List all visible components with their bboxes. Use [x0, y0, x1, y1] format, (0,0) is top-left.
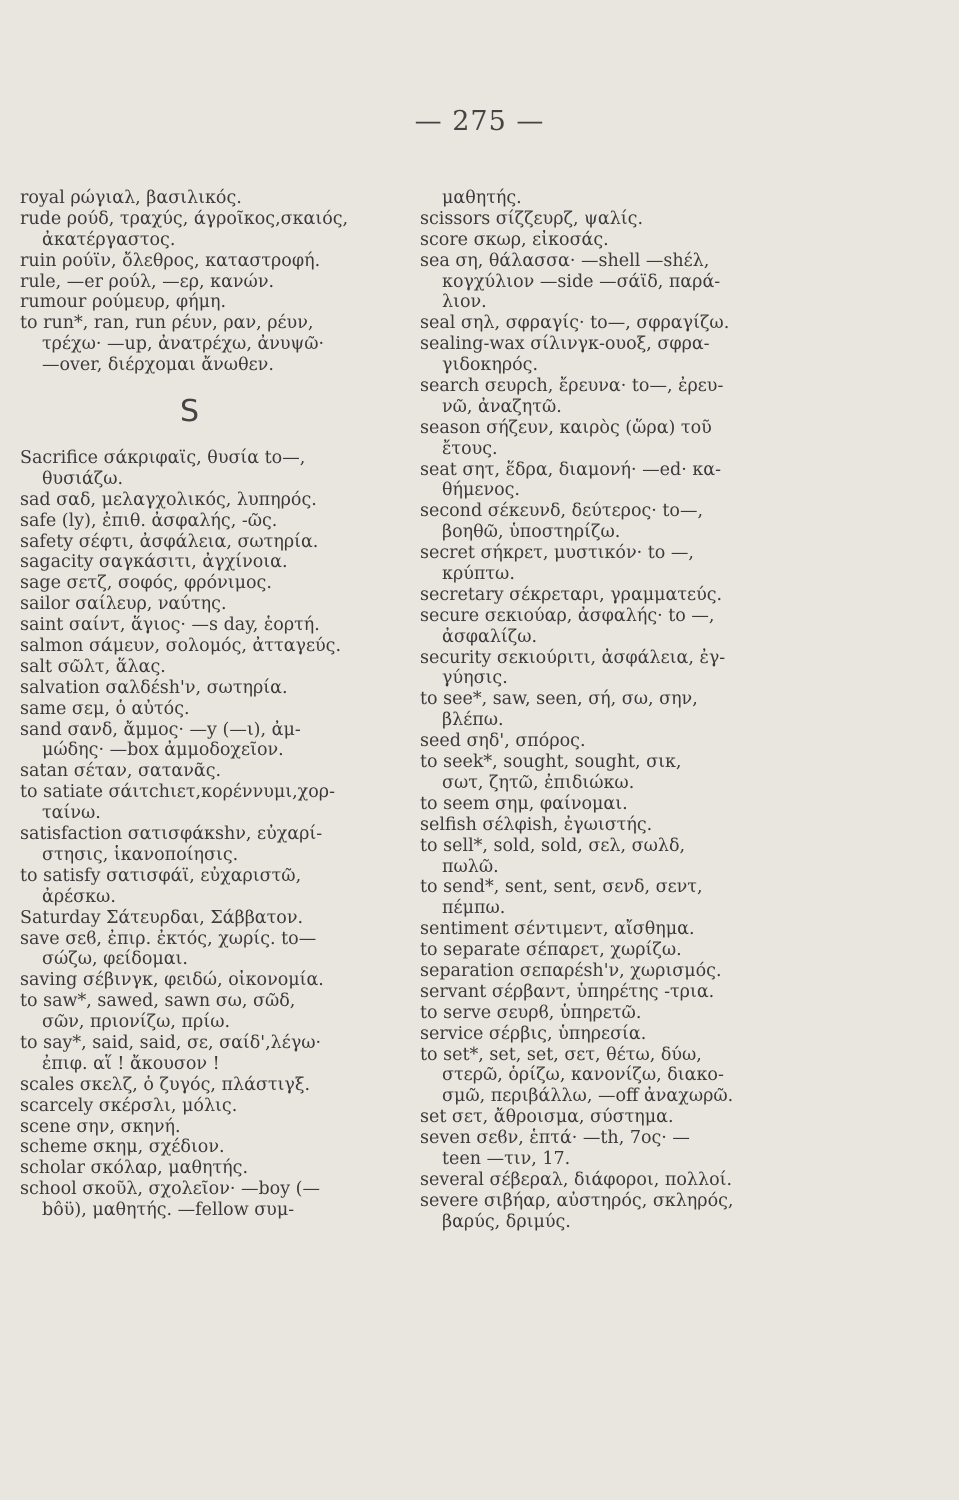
dictionary-entry-continuation: σμῶ, περιβάλλω, —off ἀναχωρῶ.: [442, 1086, 734, 1107]
dictionary-entry-continuation: σώζω, φείδομαι.: [42, 949, 188, 970]
dictionary-entry: satisfaction σατισφάκshν, εὐχαρί-: [20, 824, 323, 845]
dictionary-entry-continuation: ἀσφαλίζω.: [442, 626, 538, 647]
dictionary-entry: satan σέταν, σατανᾶς.: [20, 761, 222, 782]
dictionary-entry-continuation: teen —τιν, 17.: [442, 1148, 571, 1169]
dictionary-entry: service σέρβις, ὑπηρεσία.: [420, 1023, 647, 1044]
dictionary-entry: servant σέρβαντ, ὑπηρέτης -τρια.: [420, 981, 715, 1002]
dictionary-entry-continuation: βαρύς, δριμύς.: [442, 1211, 571, 1232]
dictionary-entry: several σέβεραλ, διάφοροι, πολλοί.: [420, 1169, 733, 1190]
dictionary-entry-continuation: μώδης· —box ἀμμοδοχεῖον.: [42, 740, 284, 761]
dictionary-entry-continuation: γιδοκηρός.: [442, 355, 539, 376]
dictionary-entry: save σεϐ, ἐπιρ. ἐκτός, χωρίς. to—: [20, 928, 317, 949]
dictionary-entry: to seek*, sought, sought, σικ,: [420, 752, 682, 773]
dictionary-entry: to separate σέπαρετ, χωρίζω.: [420, 940, 682, 961]
dictionary-entry: salmon σάμευν, σολομός, ἀτταγεύς.: [20, 636, 342, 657]
dictionary-entry-continuation: ἀκατέργαστος.: [42, 229, 176, 250]
dictionary-entry-continuation: πέμπω.: [442, 898, 506, 919]
dictionary-entry-continuation: γύησις.: [442, 668, 508, 689]
dictionary-entry-continuation: στησις, ἱκανοποίησις.: [42, 844, 239, 865]
dictionary-entry: scales σκελζ, ὁ ζυγός, πλάστιγξ.: [20, 1074, 311, 1095]
dictionary-entry-continuation: βοηθῶ, ὑποστηρίζω.: [442, 522, 621, 543]
dictionary-entry: seal σηλ, σφραγίς· to—, σφραγίζω.: [420, 313, 730, 334]
dictionary-entry-continuation: κρύπτω.: [442, 564, 515, 585]
dictionary-entry-continuation: bôϋ), μαθητής. —fellow συμ-: [42, 1200, 295, 1221]
dictionary-entry: score σκωρ, εἰκοσάς.: [420, 229, 609, 250]
dictionary-entry: sage σετζ, σοφός, φρόνιμος.: [20, 573, 272, 594]
dictionary-entry: ruin ρούϊν, ὄλεθρος, καταστροφή.: [20, 250, 321, 271]
dictionary-entry: scholar σκόλαρ, μαθητής.: [20, 1158, 249, 1179]
dictionary-entry: to satiate σάιτchιετ,κορέννυμι,χορ-: [20, 782, 335, 803]
dictionary-entry: secretary σέκρεταρι, γραμματεύς.: [420, 584, 723, 605]
dictionary-entry: selfish σέλφish, ἐγωιστής.: [420, 814, 653, 835]
dictionary-entry: search σευρch, ἔρευνα· to—, ἐρευ-: [420, 376, 724, 397]
section-letter: S: [180, 394, 200, 430]
dictionary-entry: to seem σημ, φαίνομαι.: [420, 793, 628, 814]
dictionary-entry: season σήζευν, καιρὸς (ὥρα) τοῦ: [420, 417, 712, 438]
dictionary-entry: to send*, sent, sent, σενδ, σεντ,: [420, 877, 703, 898]
dictionary-entry: Sacrifice σάκριφαϊς, θυσία to—,: [20, 448, 306, 469]
dictionary-entry: secure σεκιούαρ, ἀσφαλής· to —,: [420, 605, 715, 626]
dictionary-entry: scheme σκημ, σχέδιον.: [20, 1137, 225, 1158]
dictionary-entry-continuation: —over, διέρχομαι ἄνωθεν.: [42, 355, 274, 376]
dictionary-entry-continuation: θήμενος.: [442, 480, 520, 501]
dictionary-entry: rude ρούδ, τραχύς, άγροῖκος,σκαιός,: [20, 208, 349, 229]
dictionary-entry: to saw*, sawed, sawn σω, σῶδ,: [20, 991, 296, 1012]
dictionary-entry: separation σεπαρέsh'ν, χωρισμός.: [420, 960, 722, 981]
dictionary-entry-continuation: ἀρέσκω.: [42, 886, 116, 907]
dictionary-entry: sea ση, θάλασσα· —shell —shέλ,: [420, 250, 710, 271]
dictionary-entry: sailor σαίλευρ, ναύτης.: [20, 594, 227, 615]
dictionary-entry: security σεκιούριτι, ἀσφάλεια, ἐγ-: [420, 647, 726, 668]
dictionary-entry: saving σέβινγκ, φειδώ, οἰκονομία.: [20, 970, 324, 991]
dictionary-entry: rule, —er ρούλ, —ερ, κανών.: [20, 271, 275, 292]
dictionary-entry-continuation: νῶ, ἀναζητῶ.: [442, 396, 562, 417]
dictionary-entry: to sell*, sold, sold, σελ, σωλδ,: [420, 835, 686, 856]
dictionary-entry-continuation: ἐπιφ. αἵ ! ἄκουσον !: [42, 1053, 220, 1074]
dictionary-entry: scarcely σκέρσλι, μόλις.: [20, 1095, 238, 1116]
dictionary-entry-continuation: βλέπω.: [442, 710, 504, 731]
dictionary-entry: to set*, set, set, σετ, θέτω, δύω,: [420, 1044, 702, 1065]
dictionary-entry: seven σεϐν, ἑπτά· —th, 7ος· —: [420, 1128, 690, 1149]
dictionary-entry: scene σην, σκηνή.: [20, 1116, 181, 1137]
dictionary-entry-continuation: μαθητής.: [442, 188, 522, 208]
dictionary-entry: safety σέφτι, ἀσφάλεια, σωτηρία.: [20, 531, 319, 552]
dictionary-entry: scissors σίζζευρζ, ψαλίς.: [420, 208, 644, 229]
dictionary-entry-continuation: θυσιάζω.: [42, 468, 124, 489]
dictionary-entry: severe σιβήαρ, αὐστηρός, σκληρός,: [420, 1190, 734, 1211]
dictionary-entry-continuation: λιον.: [442, 292, 487, 313]
dictionary-entry: rumour ρούμευρ, φήμη.: [20, 292, 227, 313]
page-number: — 275 —: [414, 106, 545, 137]
dictionary-entry: sand σανδ, ἄμμος· —y (—ι), ἀμ-: [20, 719, 301, 740]
dictionary-entry: second σέκευνδ, δεύτερος· to—,: [420, 501, 704, 522]
dictionary-entry: seed σηδ', σπόρος.: [420, 731, 586, 752]
dictionary-entry: saint σαίντ, ἅγιος· —s day, ἑορτή.: [20, 615, 320, 636]
dictionary-entry: Saturday Σάτευρδαι, Σάββατον.: [20, 907, 304, 928]
dictionary-entry-continuation: ταίνω.: [42, 803, 101, 824]
right-column: [420, 188, 825, 1233]
dictionary-entry: to see*, saw, seen, σή, σω, σην,: [420, 689, 698, 710]
left-column: [20, 188, 425, 1221]
dictionary-entry: safe (ly), ἐπιθ. ἀσφαλής, -ῶς.: [20, 510, 278, 531]
dictionary-entry: same σεμ, ὁ αὐτός.: [20, 698, 190, 719]
dictionary-entry: salt σῶλτ, ἅλας.: [20, 656, 166, 677]
dictionary-entry-continuation: κογχύλιον —side —σάϊδ, παρά-: [442, 271, 721, 292]
dictionary-entry-continuation: στερῶ, ὁρίζω, κανονίζω, διακο-: [442, 1065, 724, 1086]
dictionary-entry: school σκοῦλ, σχολεῖον· —boy (—: [20, 1179, 320, 1200]
dictionary-entry: royal ρώγιαλ, βασιλικός.: [20, 188, 242, 208]
dictionary-entry: to run*, ran, run ρέυν, ραν, ρέυν,: [20, 313, 314, 334]
dictionary-entry: sealing-wax σίλινγκ-ουοξ, σφρα-: [420, 334, 710, 355]
dictionary-entry-continuation: τρέχω· —up, ἀνατρέχω, ἀνυψῶ·: [42, 334, 325, 355]
dictionary-entry: set σετ, ἄθροισμα, σύστημα.: [420, 1107, 674, 1128]
dictionary-entry-continuation: πωλῶ.: [442, 856, 499, 877]
dictionary-entry: salvation σαλδέsh'ν, σωτηρία.: [20, 677, 288, 698]
dictionary-entry: to say*, said, said, σε, σαίδ',λέγω·: [20, 1032, 322, 1053]
dictionary-entry: secret σήκρετ, μυστικόν· to —,: [420, 543, 694, 564]
dictionary-entry: sentiment σέντιμεντ, αἴσθημα.: [420, 919, 695, 940]
dictionary-entry: seat σητ, ἕδρα, διαμονή· —ed· κα-: [420, 459, 721, 480]
dictionary-entry: sad σαδ, μελαγχολικός, λυπηρός.: [20, 489, 317, 510]
dictionary-entry-continuation: σωτ, ζητῶ, ἐπιδιώκω.: [442, 772, 635, 793]
dictionary-entry: to serve σευρϐ, ὑπηρετῶ.: [420, 1002, 642, 1023]
dictionary-entry-continuation: σῶν, πριονίζω, πρίω.: [42, 1012, 231, 1033]
dictionary-entry: to satisfy σατισφάϊ, εὐχαριστῶ,: [20, 865, 302, 886]
dictionary-entry-continuation: ἔτους.: [442, 438, 498, 459]
dictionary-entry: sagacity σαγκάσιτι, ἀγχίνοια.: [20, 552, 288, 573]
